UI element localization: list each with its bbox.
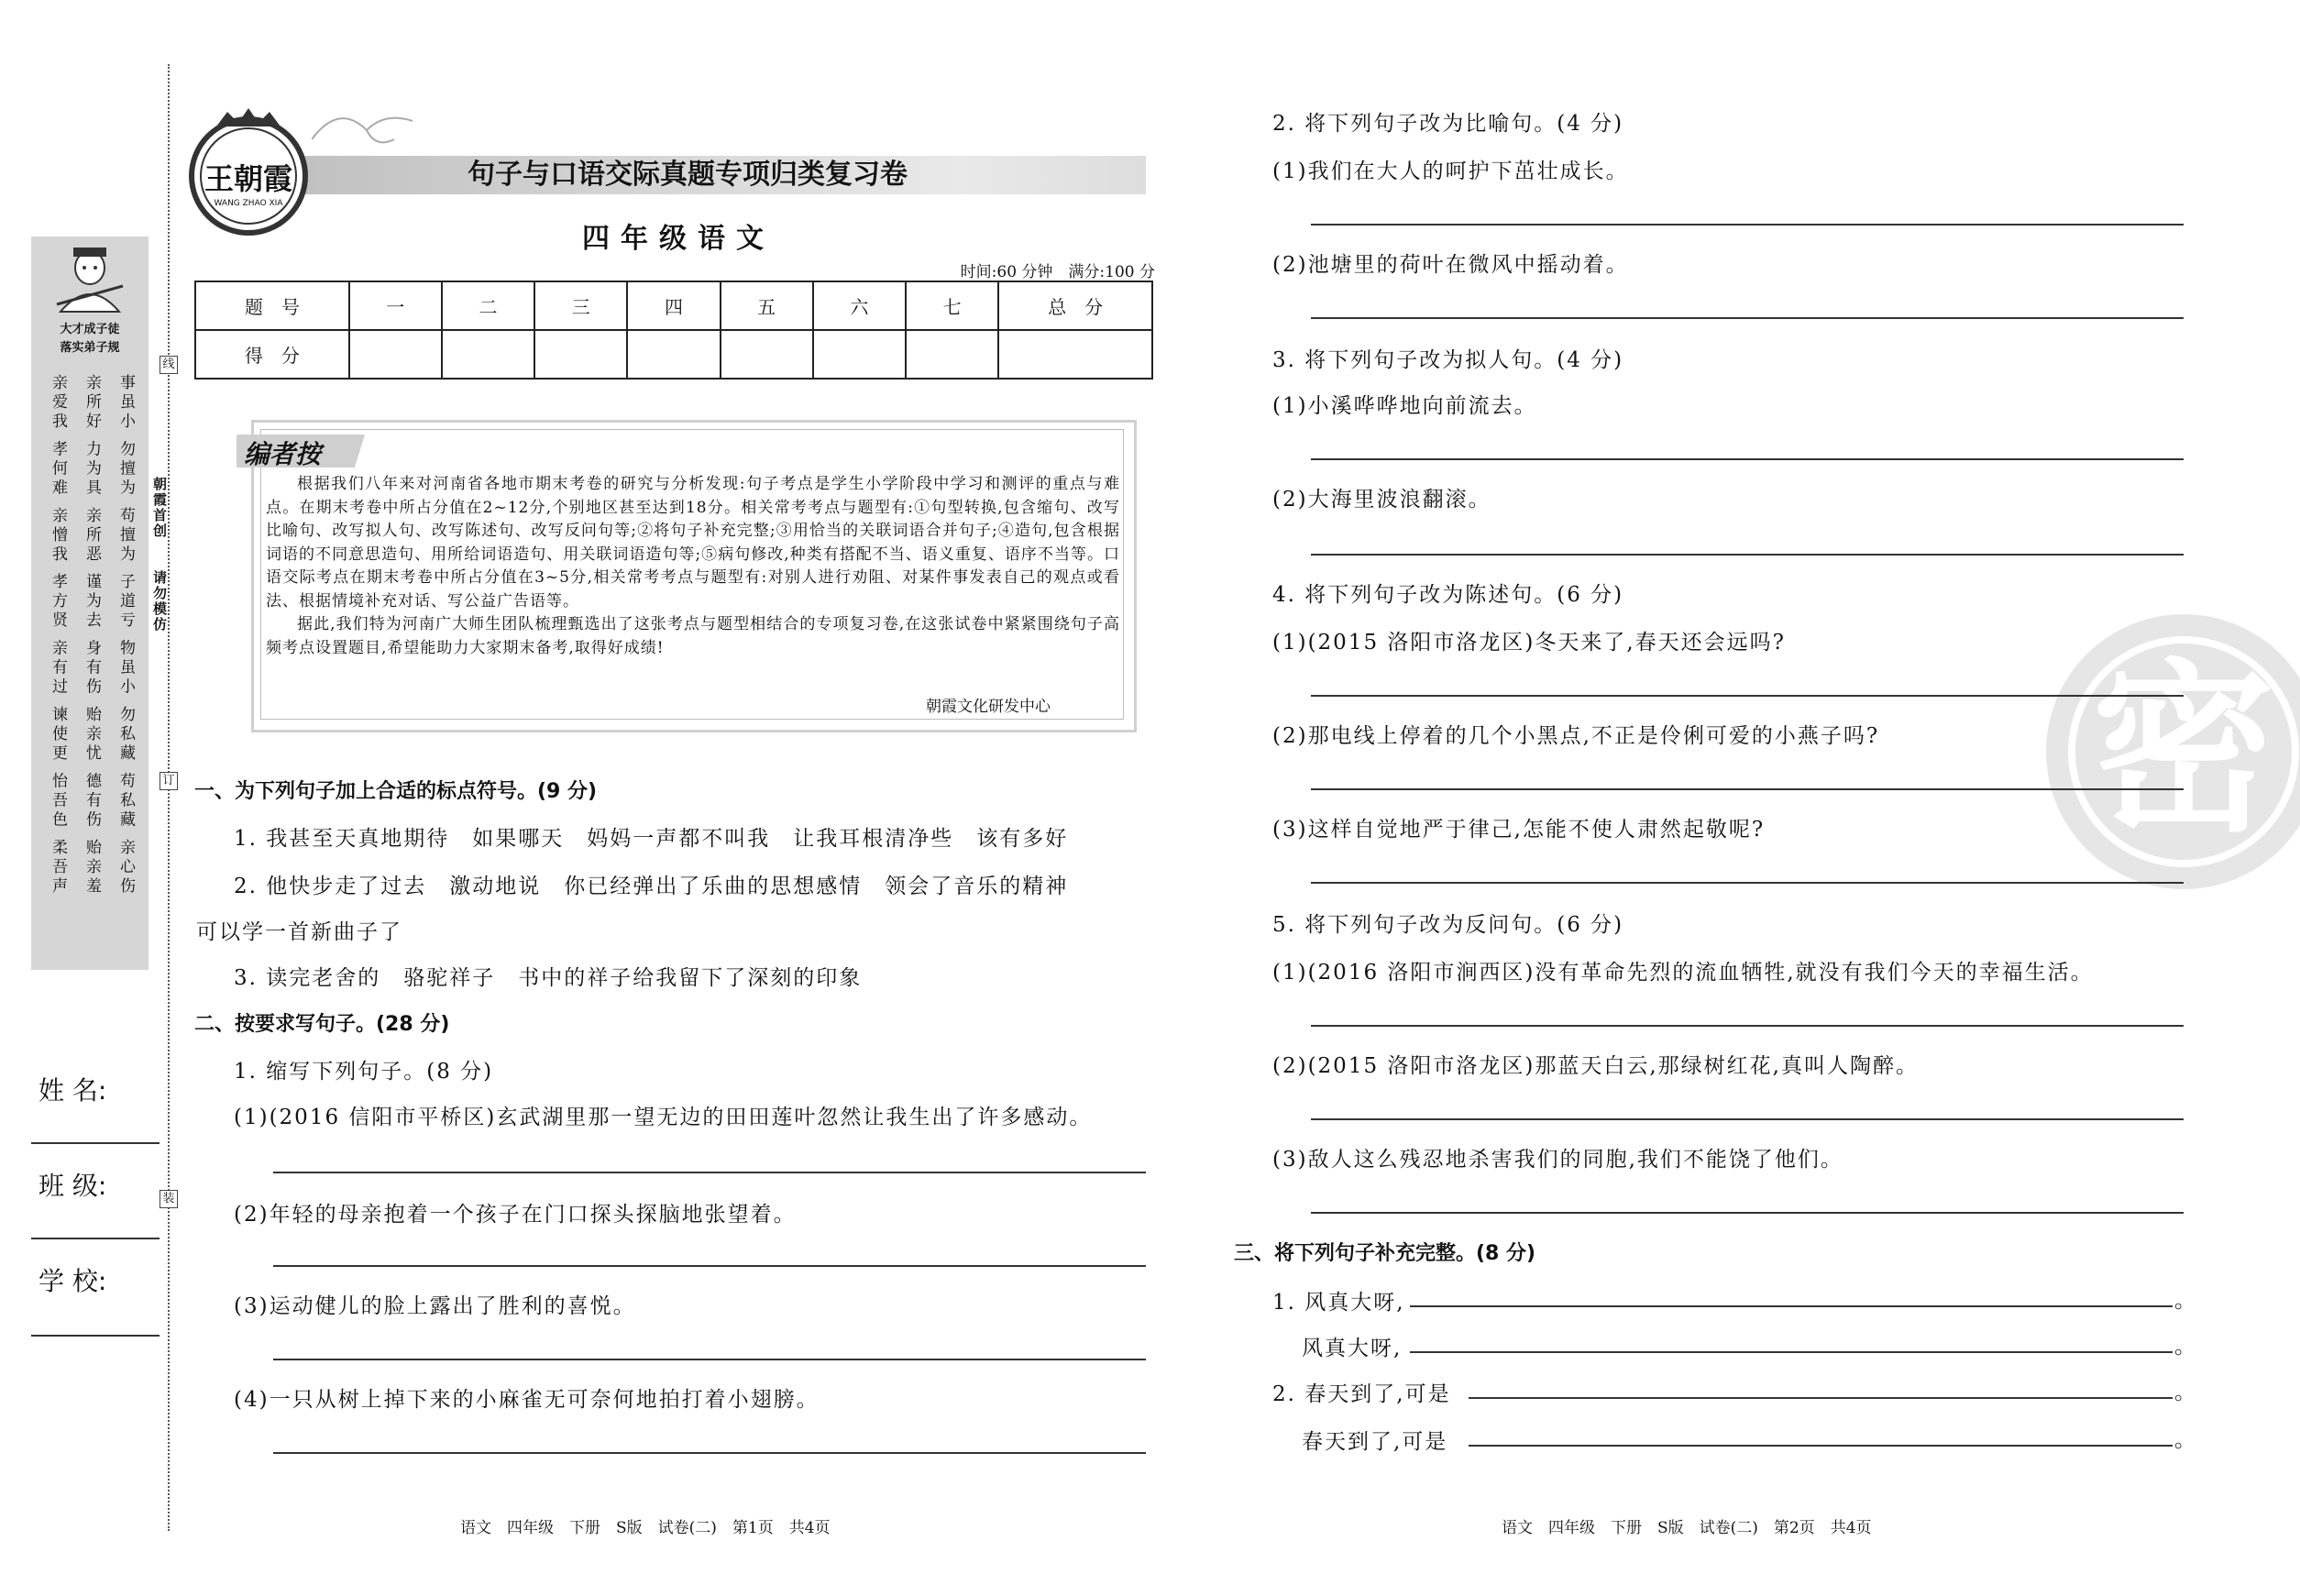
score-header-cell: 六	[813, 281, 906, 330]
answer-line[interactable]	[1311, 1025, 2184, 1027]
answer-line[interactable]	[1311, 224, 2184, 226]
editor-note-sign: 朝霞文化研发中心	[926, 698, 1051, 716]
fill-prompt: 2. 春天到了,可是	[1272, 1382, 1451, 1406]
footer-left: 语文 四年级 下册 S版 试卷(二) 第1页 共4页	[460, 1519, 831, 1537]
fill-period: 。	[2174, 1289, 2195, 1313]
score-input-cell[interactable]	[349, 330, 442, 379]
fill-line[interactable]	[1410, 1305, 2173, 1307]
fill-prompt: 1. 风真大呀,	[1272, 1291, 1405, 1315]
score-header-cell: 四	[627, 281, 720, 330]
score-header-row	[195, 281, 1152, 330]
binding-mark: 装	[160, 1190, 178, 1208]
name-field[interactable]	[31, 1142, 160, 1144]
score-header-cell: 五	[721, 281, 813, 330]
binding-mark: 订	[160, 772, 178, 790]
verse-column: 亲爱我 孝何难 亲憎我 孝方贤 亲有过 谏使更 怡吾色 柔吾声	[49, 374, 67, 897]
fill-period: 。	[2174, 1381, 2195, 1404]
editor-note-paragraph: 据此,我们特为河南广大师生团队梳理甄选出了这张考点与题型相结合的专项复习卷,在这张试卷中紧紧围绕句子高频考点设置题目,希望能助力大家期末备考,取得好成绩!	[266, 615, 1120, 657]
school-label: 学 校:	[39, 1266, 107, 1296]
editor-note-tag-text: 编者按	[244, 439, 322, 469]
binding-line	[168, 64, 170, 1531]
editor-note-paragraph: 根据我们八年来对河南省各地市期末考卷的研究与分析发现:句子考点是学生小学阶段中学习和测评的重点与难点。在期末考卷中所占分值在2~12分,个别地区甚至达到18分。相关常考考点与题型有:①句型转换,包含缩句、改写比喻句、改写拟人句、改写陈述句、改写反问句等;②将句子补充完整;③用恰当的关联词语合并句子;④造句,包含根据词语的不同意思造句、用所给词语造句、用关联词语造句等;⑤病句修改,种类有搭配不当、语义重复、语序不当等。口语交际考点在期末考卷中所占分值在3~5分,相关常考考点与题型有:对别人进行劝阻、对某件事发表自己的观点或看法、根据情境补充对话、写公益广告语等。	[266, 475, 1120, 611]
answer-line[interactable]	[273, 1452, 1146, 1454]
class-label: 班 级:	[39, 1171, 107, 1201]
section-2-title: 二、按要求写句子。(28 分)	[194, 1013, 450, 1036]
question-text: (1)(2016 洛阳市涧西区)没有革命先烈的流血牺牲,就没有我们今天的幸福生活。	[1272, 961, 2094, 985]
verse-column: 亲所好 力为具 亲所恶 谨为去 身有伤 贻亲忧 德有伤 贻亲羞	[83, 374, 101, 897]
question-text: 3. 读完老舍的 骆驼祥子 书中的祥子给我留下了深刻的印象	[234, 966, 863, 990]
logo-subtext: WANG ZHAO XIA	[214, 199, 283, 208]
question-text: (3)运动健儿的脸上露出了胜利的喜悦。	[234, 1294, 636, 1318]
motto-line-2: 落实弟子规	[60, 341, 120, 355]
motto-line-1: 大才成子徒	[60, 323, 120, 336]
fill-prompt: 风真大呀,	[1302, 1337, 1403, 1360]
score-header-cell: 七	[906, 281, 998, 330]
answer-line[interactable]	[273, 1359, 1146, 1360]
question-text: (2)池塘里的荷叶在微风中摇动着。	[1272, 253, 1629, 277]
question-text: 3. 将下列句子改为拟人句。(4 分)	[1272, 348, 1624, 372]
question-text: 1. 我甚至天真地期待 如果哪天 妈妈一声都不叫我 让我耳根清净些 该有多好	[234, 827, 1069, 851]
score-label-cell: 得 分	[195, 330, 349, 379]
section-3-title: 三、将下列句子补充完整。(8 分)	[1234, 1242, 1536, 1265]
question-text: (2)那电线上停着的几个小黑点,不正是伶俐可爱的小燕子吗?	[1272, 724, 1880, 748]
answer-line[interactable]	[1311, 554, 2184, 556]
fill-prompt: 春天到了,可是	[1302, 1430, 1448, 1454]
score-header-cell: 三	[534, 281, 627, 330]
answer-line[interactable]	[1311, 1212, 2184, 1214]
question-text: 2. 将下列句子改为比喻句。(4 分)	[1272, 112, 1624, 136]
watermark-char: 密	[2091, 644, 2275, 857]
page-title: 句子与口语交际真题专项归类复习卷	[468, 159, 908, 191]
footer-right: 语文 四年级 下册 S版 试卷(二) 第2页 共4页	[1502, 1519, 1872, 1537]
question-text: (4)一只从树上掉下来的小麻雀无可奈何地拍打着小翅膀。	[234, 1388, 820, 1412]
score-input-cell[interactable]	[627, 330, 720, 379]
question-text: 1. 缩写下列句子。(8 分)	[234, 1060, 494, 1084]
question-text: 2. 他快步走了过去 激动地说 你已经弹出了乐曲的思想感情 领会了音乐的精神	[234, 875, 1069, 898]
score-input-cell[interactable]	[906, 330, 998, 379]
fill-line[interactable]	[1410, 1351, 2173, 1353]
score-input-row	[195, 330, 1152, 379]
answer-line[interactable]	[1311, 1118, 2184, 1120]
score-input-cell[interactable]	[534, 330, 627, 379]
vertical-note: 朝霞首创	[151, 477, 168, 539]
answer-line[interactable]	[1311, 695, 2184, 697]
verse-column: 事虽小 勿擅为 苟擅为 子道亏 物虽小 勿私藏 苟私藏 亲心伤	[116, 374, 135, 897]
verses	[46, 374, 138, 952]
fill-line[interactable]	[1469, 1445, 2173, 1447]
score-table	[194, 281, 1153, 380]
section-1-title: 一、为下列句子加上合适的标点符号。(9 分)	[194, 780, 598, 803]
score-input-cell[interactable]	[813, 330, 906, 379]
fill-line[interactable]	[1469, 1397, 2173, 1399]
logo-icon	[180, 103, 317, 240]
school-field[interactable]	[31, 1335, 160, 1337]
score-header-cell: 总 分	[998, 281, 1152, 330]
question-text: (2)年轻的母亲抱着一个孩子在门口探头探脑地张望着。	[234, 1203, 797, 1227]
vertical-note: 请勿模仿	[151, 570, 168, 633]
score-header-cell: 题 号	[195, 281, 349, 330]
motto	[42, 321, 138, 358]
fill-period: 。	[2174, 1335, 2195, 1359]
question-text: (3)这样自觉地严于律己,怎能不使人肃然起敬呢?	[1272, 818, 1766, 842]
question-text: 5. 将下列句子改为反问句。(6 分)	[1272, 913, 1624, 937]
question-text: 4. 将下列句子改为陈述句。(6 分)	[1272, 583, 1624, 607]
answer-line[interactable]	[1311, 458, 2184, 460]
binding-mark: 线	[160, 356, 178, 374]
score-header-cell: 一	[349, 281, 442, 330]
editor-note-text	[266, 473, 1120, 660]
scholar-figure-icon	[48, 240, 132, 314]
class-field[interactable]	[31, 1238, 160, 1239]
time-info: 时间:60 分钟 满分:100 分	[960, 263, 1155, 281]
answer-line[interactable]	[273, 1265, 1146, 1267]
question-text: 可以学一首新曲子了	[196, 920, 402, 944]
fill-period: 。	[2174, 1428, 2195, 1452]
answer-line[interactable]	[273, 1172, 1146, 1173]
question-text: (3)敌人这么残忍地杀害我们的同胞,我们不能饶了他们。	[1272, 1148, 1843, 1172]
question-text: (1)(2016 信阳市平桥区)玄武湖里那一望无边的田田莲叶忽然让我生出了许多感动。	[234, 1106, 1093, 1129]
score-input-cell[interactable]	[998, 330, 1152, 379]
subject-title: 四年级语文	[582, 223, 775, 255]
answer-line[interactable]	[1311, 788, 2184, 790]
question-text: (1)我们在大人的呵护下茁壮成长。	[1272, 160, 1629, 183]
question-text: (2)大海里波浪翻滚。	[1272, 488, 1491, 512]
ribbon-icon	[312, 103, 422, 158]
question-text: (1)(2015 洛阳市洛龙区)冬天来了,春天还会远吗?	[1272, 631, 1787, 655]
name-label: 姓 名:	[39, 1075, 107, 1106]
score-header-cell: 二	[442, 281, 534, 330]
question-text: (2)(2015 洛阳市洛龙区)那蓝天白云,那绿树红花,真叫人陶醉。	[1272, 1054, 1919, 1078]
answer-line[interactable]	[1311, 882, 2184, 884]
answer-line[interactable]	[1311, 317, 2184, 319]
score-input-cell[interactable]	[442, 330, 534, 379]
question-text: (1)小溪哗哗地向前流去。	[1272, 394, 1537, 418]
score-input-cell[interactable]	[721, 330, 813, 379]
logo-text: 王朝霞	[204, 161, 293, 196]
